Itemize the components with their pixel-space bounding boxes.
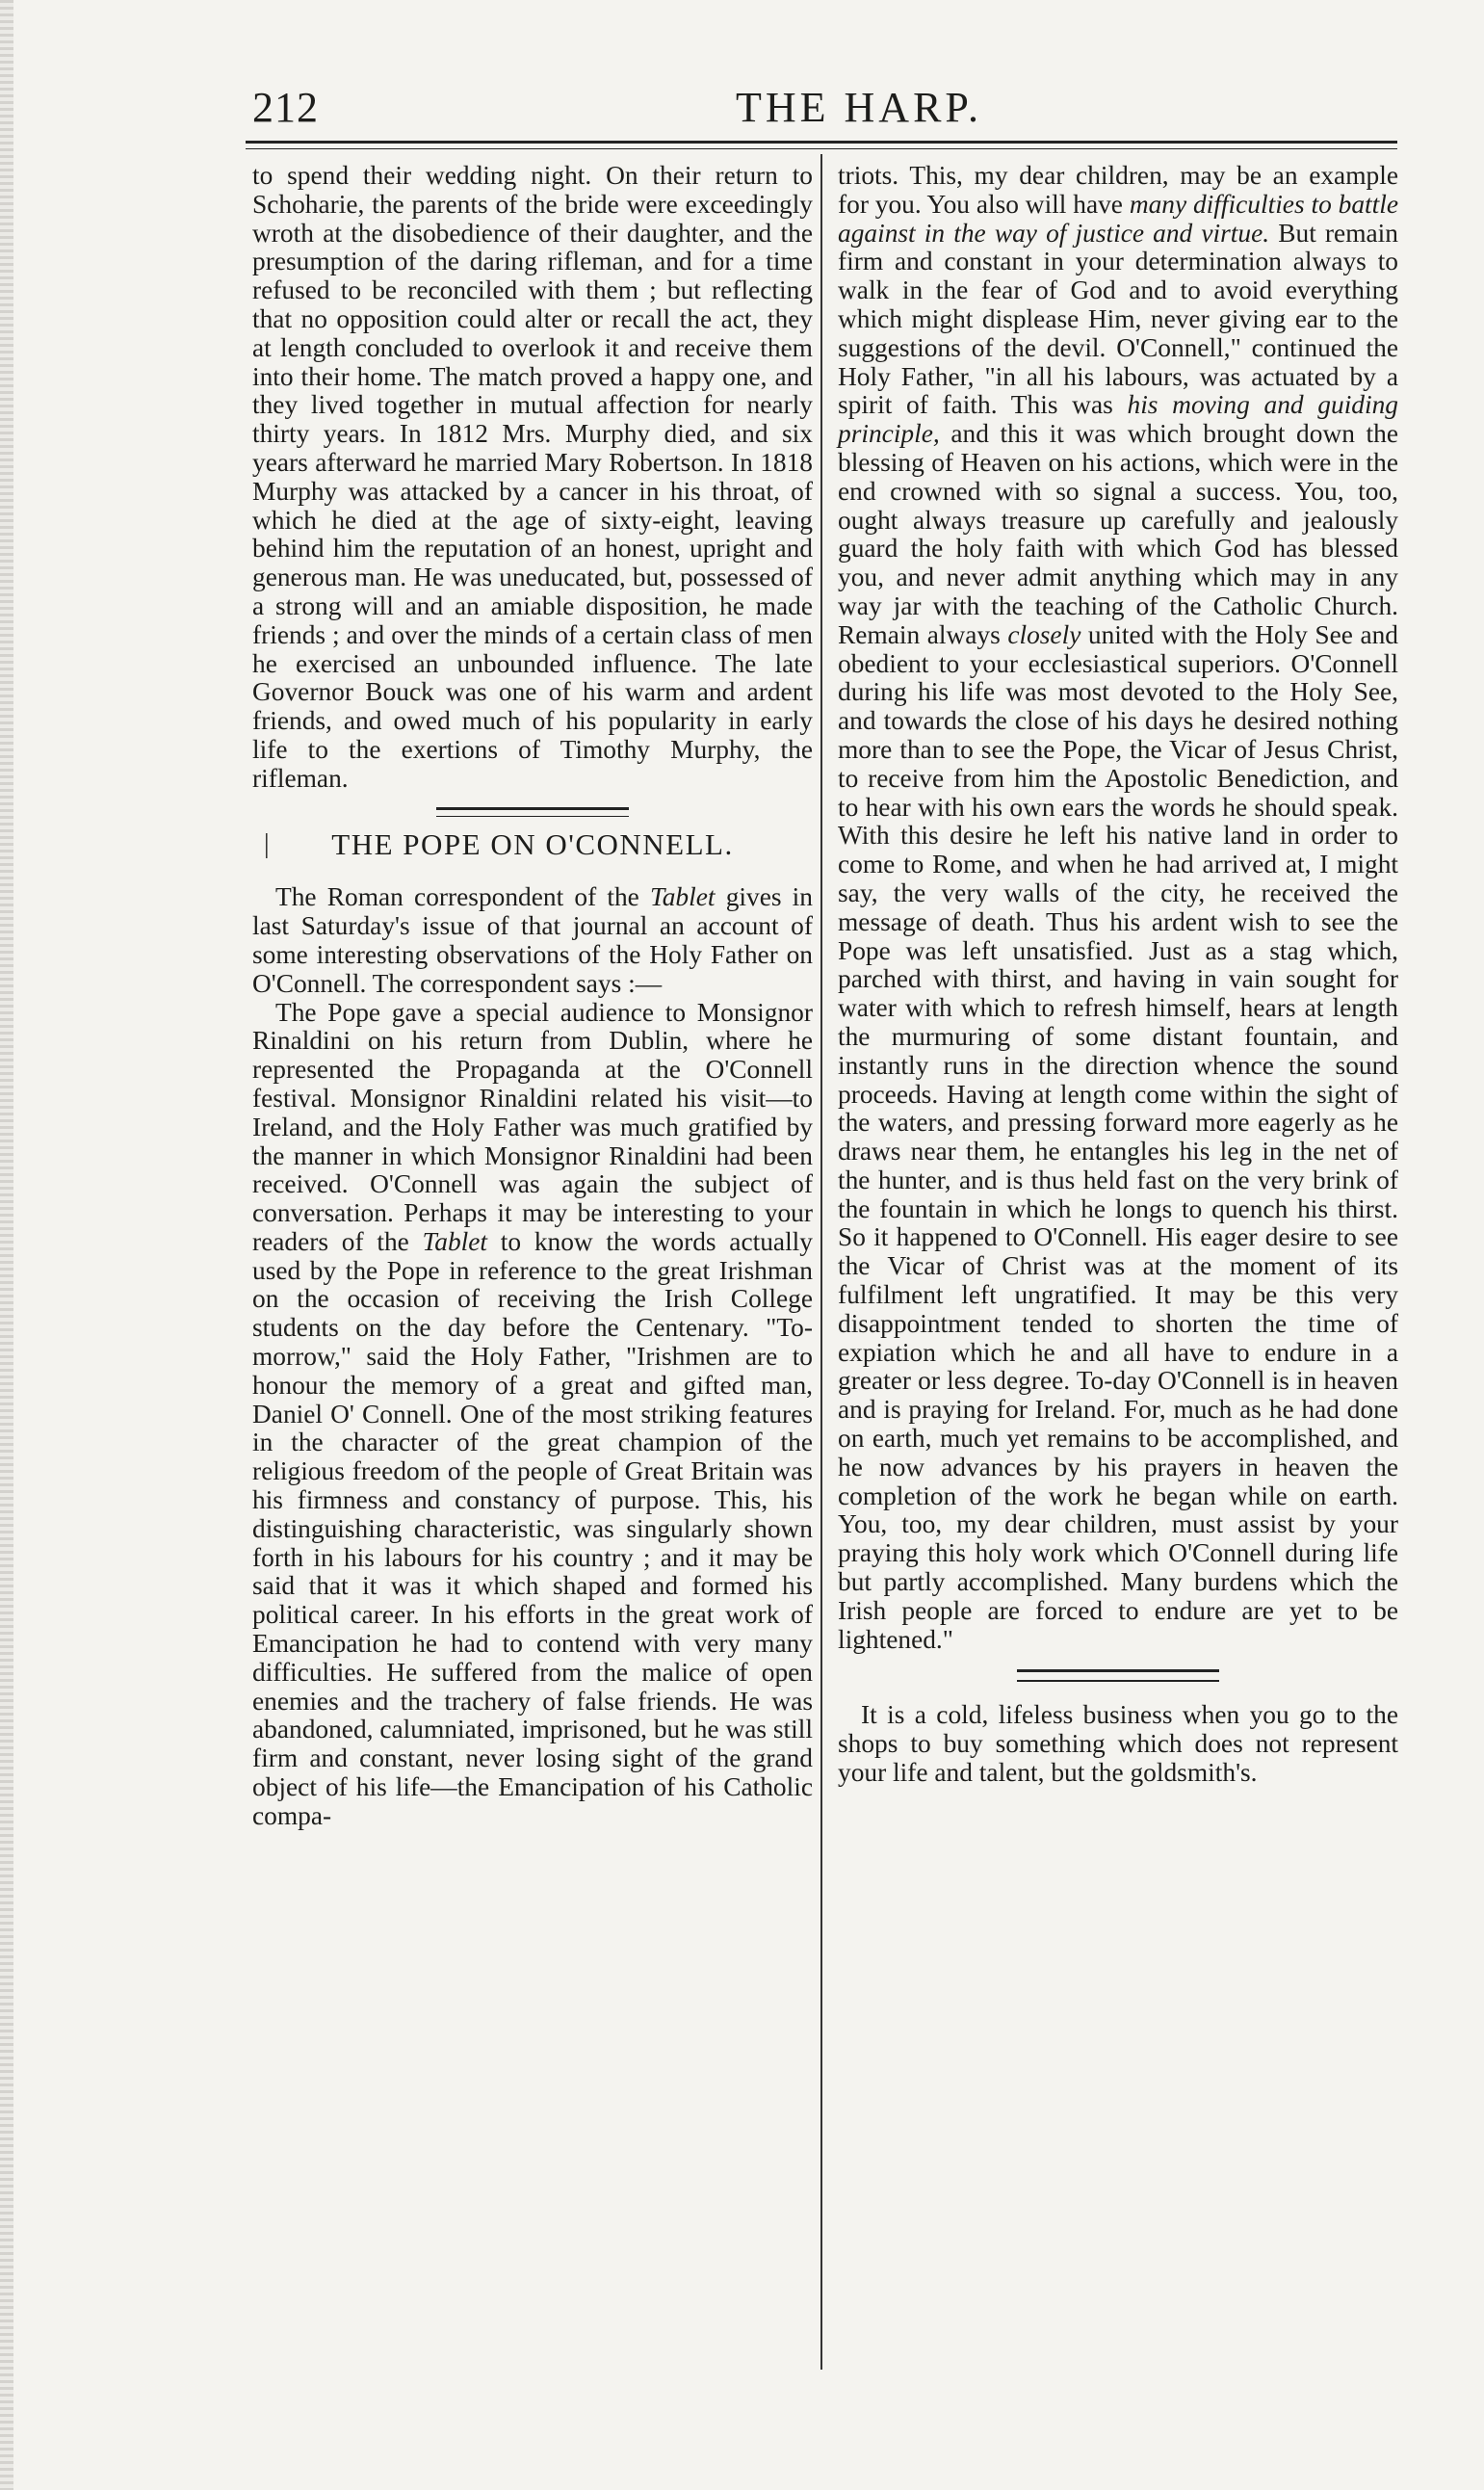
publication-name: Tablet — [422, 1226, 488, 1256]
article-title: THE POPE ON O'CONNELL. — [331, 826, 734, 861]
page-header — [252, 83, 1398, 141]
header-rule-thin — [246, 148, 1397, 149]
page-number: 212 — [252, 84, 319, 131]
article-separator-rule — [436, 807, 629, 817]
continued-paragraph: triots. This, my dear children, may be an example for you. You also will have many difficulties to battle against in the way of justice and virtue. But remain firm and constant in your determination always to walk in the fear of God and to avoid everything which might displease Him, never giving ear to the suggestions of the devil. O'Connell," continued the Holy Father, "in all his labours, was actuated by a spirit of faith. This was his moving and guiding principle, and this it was which brought down the blessing of Heaven on his actions, which were in the end crowned with so signal a success. You, too, ought always treasure up carefully and jealously guard the holy faith with which God has blessed you, and never admit anything which may in any way jar with the teaching of the Catholic Church. Remain always closely united with the Holy See and obedient to your ecclesiastical superiors. O'Connell during his life was most devoted to the Holy See, and towards the close of his days he desired nothing more than to see the Pope, the Vicar of Jesus Christ, to receive from him the Apostolic Benediction, and to hear with his own ears the words he should speak. With this desire he left his native land in order to come to Rome, and when he had arrived at, I might say, the very walls of the city, he received the message of death. Thus his ardent wish to see the Pope was left unsatisfied. Just as a stag which, parched with thirst, and having in vain sought for water with which to refresh himself, hears at length the murmuring of some distant fountain, and instantly runs in the direction whence the sound proceeds. Having at length come within the sight of the waters, and pressing forward more eagerly as he draws near them, he entangles his leg in the net of the hunter, and is thus held fast on the very brink of the fountain in which he longs to quench his thirst. So it happened to O'Connell. His eager desire to see the Vicar of Christ was at the moment of its fulfilment left ungratified. It may be this very disappointment tended to shorten the time of expiation which he and all have to endure in a greater or less degree. To-day O'Connell is in heaven and is praying for Ireland. For, much as he had done on earth, much yet remains to be accomplished, and he now advances by his prayers in heaven the completion of the work he began while on earth. You, too, my dear children, must assist by your praying this holy work which O'Connell during life but partly accomplished. Many burdens which the Irish people are forced to endure are yet to be lightened." — [838, 161, 1399, 1654]
section-separator-rule — [1017, 1669, 1219, 1682]
intro-paragraph: The Roman correspondent of the Tablet gives in last Saturday's issue of that journal an account of some interesting observations of the Holy Father on O'Connell. The correspondent says :— — [252, 882, 813, 998]
publication-name: Tablet — [650, 882, 716, 912]
continued-story-paragraph: to spend their wedding night. On their return to Schoharie, the parents of the bride were exceedingly wroth at the disobedience of their daughter, and the presumption of the daring rifleman, and for a time refused to be reconciled with them ; but reflecting that no opposition could alter or recall the act, they at length concluded to overlook it and receive them into their home. The match proved a happy one, and they lived together in mutual affection for nearly thirty years. In 1812 Mrs. Murphy died, and six years afterward he married Mary Robertson. In 1818 Murphy was attacked by a cancer in his throat, of which he died at the age of sixty-eight, leaving behind him the reputation of an honest, upright and generous man. He was uneducated, but, possessed of a strong will and an amiable disposition, he made friends ; and over the minds of a certain class of men he exercised an unbounded influence. The late Governor Bouck was one of his warm and ardent friends, and owed much of his popularity in early life to the exertions of Timothy Murphy, the rifleman. — [252, 161, 813, 793]
article-heading — [252, 826, 813, 861]
heading-margin-mark: | — [264, 828, 272, 859]
binding-edge — [0, 0, 13, 2490]
column-divider — [820, 154, 822, 2370]
left-column — [252, 162, 813, 1831]
body-paragraph: The Pope gave a special audience to Monsignor Rinaldini on his return from Dublin, where he represented the Propaganda at the O'Connell festival. Monsignor Rinaldini related his visit—to Ireland, and the Holy Father was much gratified by the manner in which Monsignor Rinaldini had been received. O'Connell was again the subject of conversation. Perhaps it may be interesting to your readers of the Tablet to know the words actually used by the Pope in reference to the great Irishman on the occasion of receiving the Irish College students on the day before the Centenary. "To-morrow," said the Holy Father, "Irishmen are to honour the memory of a great and gifted man, Daniel O' Connell. One of the most striking features in the character of the great champion of the religious freedom of the people of Great Britain was his firmness and constancy of purpose. This, his distinguishing characteristic, was singularly shown forth in his labours for his country ; and it may be said that it was it which shaped and formed his political career. In his efforts in the great work of Emancipation he had to contend with very many difficulties. He suffered from the malice of open enemies and the trachery of false friends. He was abandoned, calumniated, imprisoned, but he was still firm and constant, never losing sight of the grand object of his life—the Emancipation of his Catholic compa- — [252, 997, 813, 1830]
header-rule — [246, 141, 1397, 144]
running-title: THE HARP. — [735, 84, 983, 131]
right-column — [838, 162, 1398, 1788]
closing-paragraph: It is a cold, lifeless business when you go to the shops to buy something which does not represent your life and talent, but the goldsmith's. — [838, 1700, 1398, 1788]
